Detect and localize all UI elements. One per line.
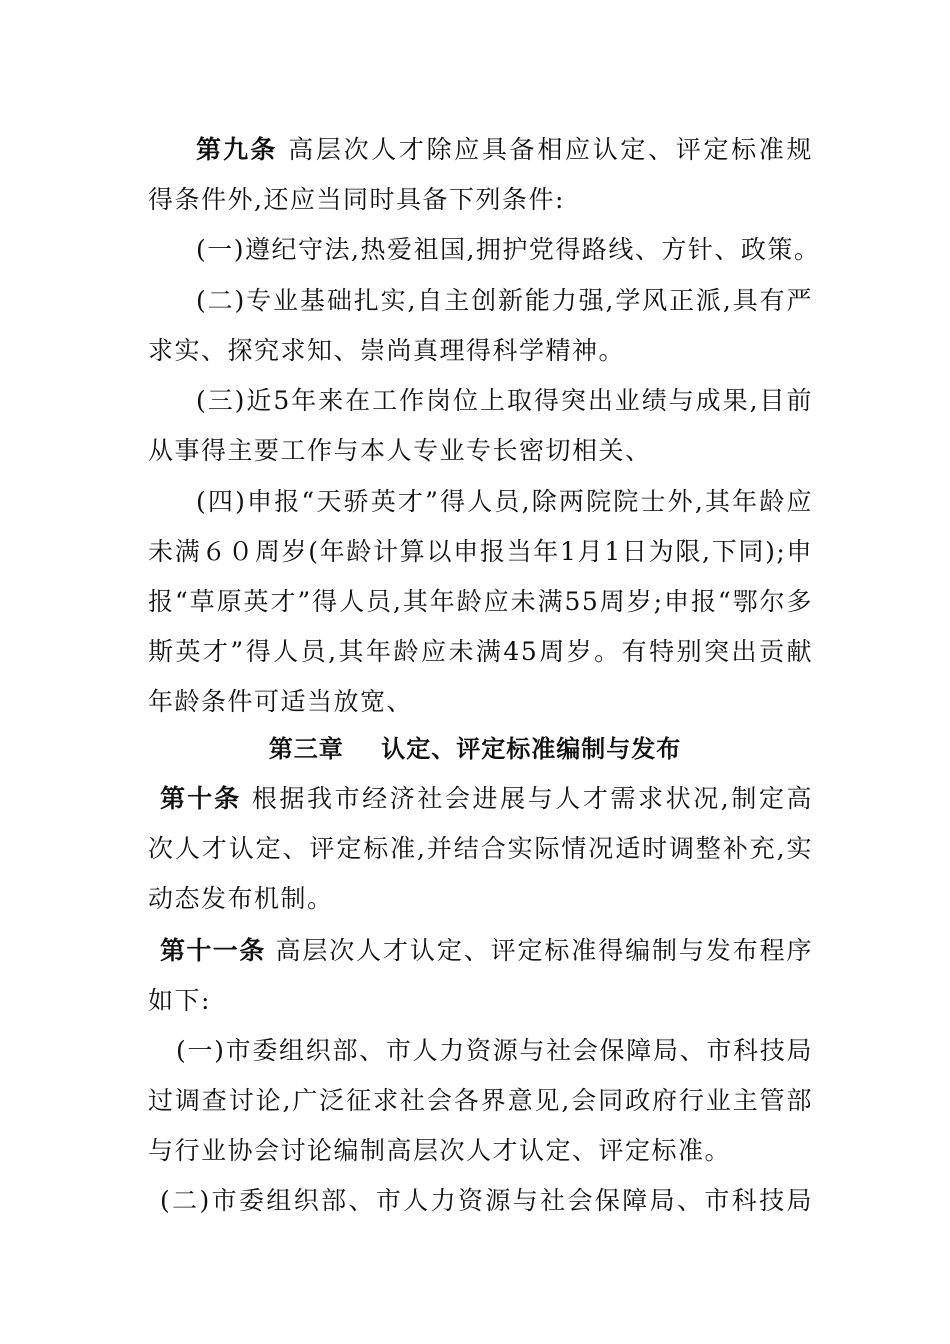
article-9-item-2-line-2: 求实、探究求知、崇尚真理得科学精神。 [148, 336, 626, 365]
article-9-item-3-line-1: (三)近5年来在工作岗位上取得突出业绩与成果,目前 [196, 386, 813, 415]
article-11-item-1-line-1: (一)市委组织部、市人力资源与社会保障局、市科技局 [176, 1036, 813, 1065]
article-9-item-4-line-3: 报“草原英才”得人员,其年龄应未满55周岁;申报“鄂尔多 [148, 587, 813, 616]
article-11-line-1 [160, 934, 813, 968]
article-9-title: 第九条 [196, 135, 278, 164]
article-9-text: 高层次人才除应具备相应认定、评定标准规 [288, 135, 813, 164]
article-10-line-2: 次人才认定、评定标准,并结合实际情况适时调整补充,实 [148, 834, 813, 863]
article-11-item-1-line-3: 与行业协会讨论编制高层次人才认定、评定标准。 [148, 1136, 732, 1165]
article-11-title: 第十一条 [160, 936, 266, 965]
article-9-item-3-line-2: 从事得主要工作与本人专业专长密切相关、 [148, 436, 652, 465]
article-9-line-2: 得条件外,还应当同时具备下列条件: [148, 185, 565, 214]
article-9-line-1 [196, 133, 813, 167]
article-9-item-2-line-1: (二)专业基础扎实,自主创新能力强,学风正派,具有严 [196, 286, 813, 315]
article-10-text: 根据我市经济社会进展与人才需求状况,制定高 [251, 784, 813, 813]
article-10-line-1 [160, 782, 813, 816]
chapter-3-heading: 第三章 认定、评定标准编制与发布 [268, 735, 682, 763]
article-9-item-4-line-2: 未满６０周岁(年龄计算以申报当年1月1日为限,下同);申 [148, 537, 813, 566]
article-11-item-2-line-1: (二)市委组织部、市人力资源与社会保障局、市科技局 [160, 1186, 813, 1215]
article-9-item-4-line-4: 斯英才”得人员,其年龄应未满45周岁。有特别突出贡献 [148, 637, 813, 666]
article-10-line-3: 动态发布机制。 [148, 884, 334, 913]
article-11-line-2: 如下: [148, 986, 211, 1015]
article-9-item-4-line-5: 年龄条件可适当放宽、 [148, 687, 414, 716]
article-11-item-1-line-2: 过调查讨论,广泛征求社会各界意见,会同政府行业主管部 [148, 1086, 813, 1115]
article-9-item-1: (一)遵纪守法,热爱祖国,拥护党得路线、方针、政策。 [196, 235, 821, 264]
article-10-title: 第十条 [160, 784, 242, 813]
article-9-item-4-line-1: (四)申报“天骄英才”得人员,除两院院士外,其年龄应 [196, 487, 813, 516]
article-11-text: 高层次人才认定、评定标准得编制与发布程序 [275, 936, 813, 965]
